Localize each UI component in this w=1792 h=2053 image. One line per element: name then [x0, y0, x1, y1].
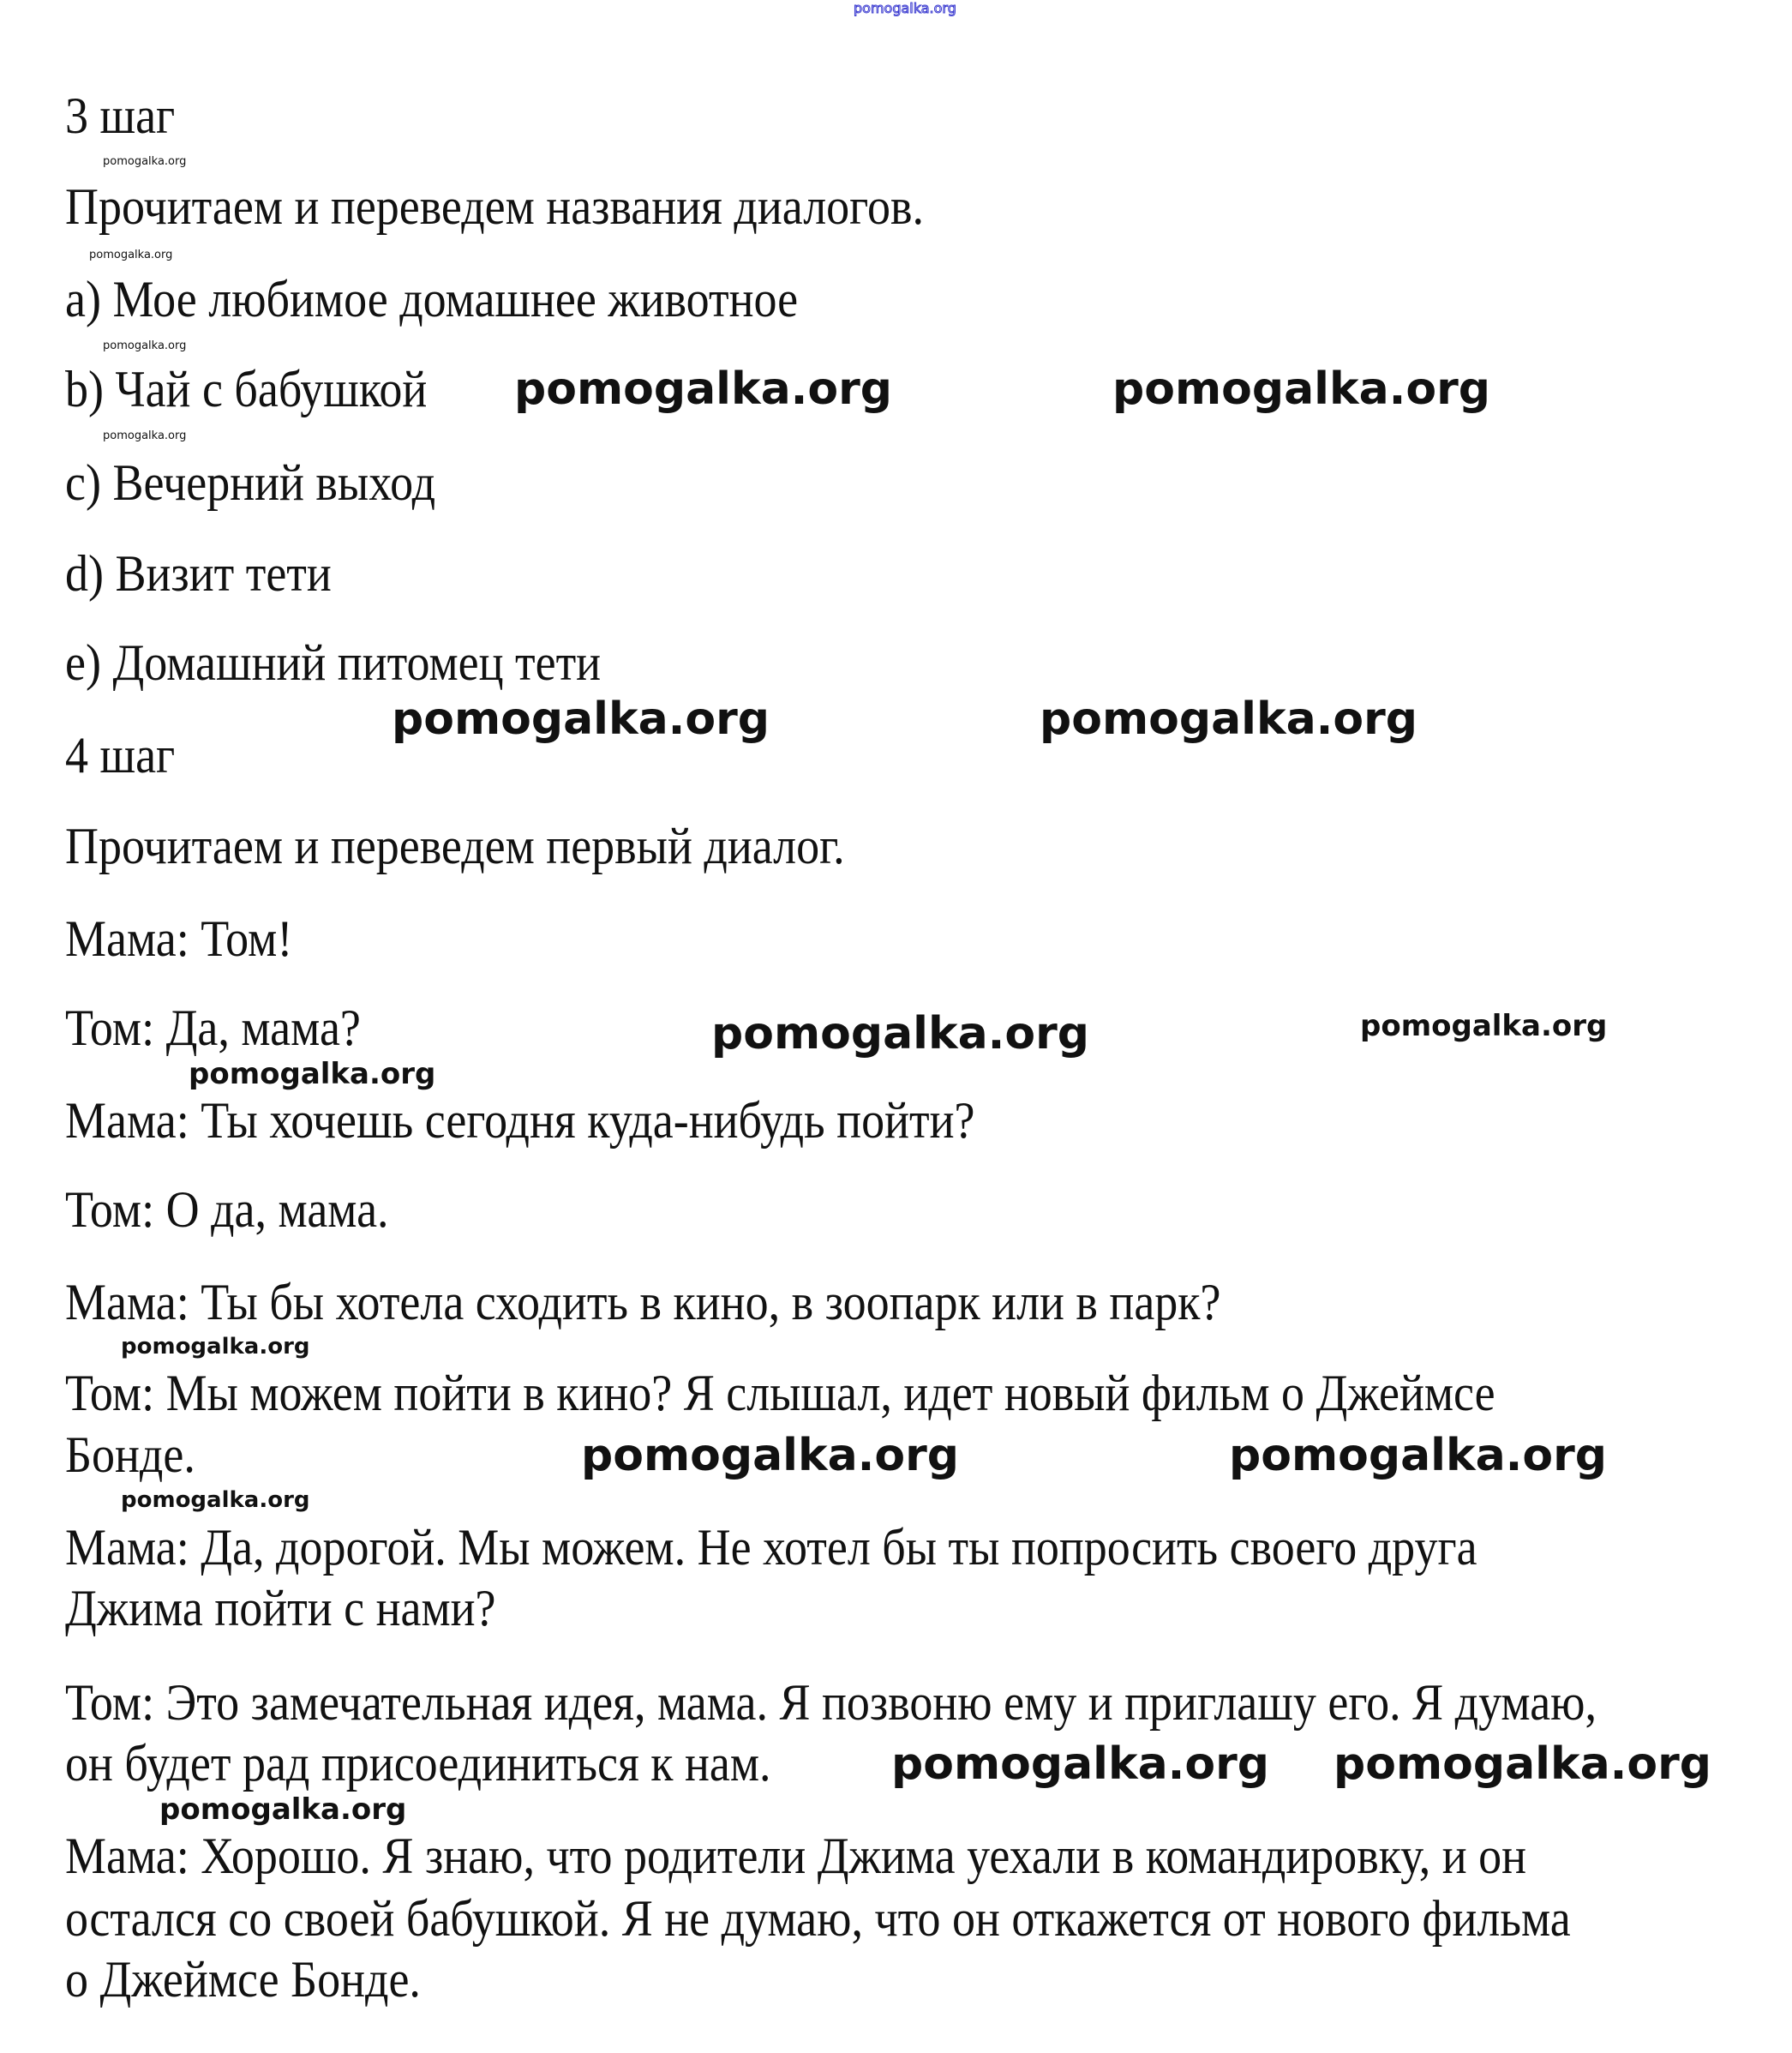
watermark: pomogalka.org: [89, 249, 173, 261]
dialogue-line: Мама: Том!: [65, 910, 293, 967]
watermark: pomogalka.org: [103, 339, 187, 352]
watermark: pomogalka.org: [1112, 363, 1491, 415]
step-3-heading: 3 шаг: [65, 87, 176, 144]
watermark: pomogalka.org: [1360, 1009, 1608, 1043]
watermark-header: pomogalka.org: [854, 0, 956, 16]
watermark: pomogalka.org: [121, 1487, 310, 1513]
watermark: pomogalka.org: [891, 1738, 1270, 1790]
dialogue-line: остался со своей бабушкой. Я не думаю, что он откажется от нового фильма: [65, 1890, 1571, 1947]
dialogue-line: Джима пойти с нами?: [65, 1580, 496, 1636]
dialogue-line: Мама: Ты бы хотела сходить в кино, в зоопарк или в парк?: [65, 1274, 1221, 1330]
watermark: pomogalka.org: [159, 1792, 407, 1827]
dialogue-line: Мама: Да, дорогой. Мы можем. Не хотел бы ты попросить своего друга: [65, 1519, 1477, 1576]
step-4-heading: 4 шаг: [65, 727, 176, 783]
watermark: pomogalka.org: [711, 1008, 1090, 1060]
dialogue-line: Бонде.: [65, 1426, 195, 1483]
dialogue-line: Мама: Ты хочешь сегодня куда-нибудь пойти?: [65, 1092, 975, 1149]
instruction-text: Прочитаем и переведем названия диалогов.: [65, 178, 924, 235]
list-item: a) Мое любимое домашнее животное: [65, 271, 799, 327]
list-item: b) Чай с бабушкой: [65, 361, 428, 417]
watermark: pomogalka.org: [581, 1430, 960, 1481]
dialogue-line: Том: Да, мама?: [65, 999, 361, 1056]
dialogue-line: Том: Мы можем пойти в кино? Я слышал, идет новый фильм о Джеймсе: [65, 1365, 1495, 1421]
dialogue-line: Том: Это замечательная идея, мама. Я позвоню ему и приглашу его. Я думаю,: [65, 1674, 1597, 1731]
watermark: pomogalka.org: [121, 1334, 310, 1360]
dialogue-line: он будет рад присоединиться к нам.: [65, 1735, 771, 1792]
watermark: pomogalka.org: [514, 363, 893, 415]
dialogue-line: Мама: Хорошо. Я знаю, что родители Джима уехали в командировку, и он: [65, 1828, 1527, 1884]
watermark: pomogalka.org: [1334, 1738, 1712, 1790]
watermark: pomogalka.org: [103, 155, 187, 168]
dialogue-line: Том: О да, мама.: [65, 1181, 389, 1238]
watermark: pomogalka.org: [1040, 693, 1418, 745]
dialogue-line: о Джеймсе Бонде.: [65, 1951, 421, 2008]
list-item: e) Домашний питомец тети: [65, 634, 602, 691]
watermark: pomogalka.org: [189, 1057, 436, 1091]
watermark: pomogalka.org: [392, 693, 770, 745]
list-item: c) Вечерний выход: [65, 454, 436, 511]
instruction-text: Прочитаем и переведем первый диалог.: [65, 818, 845, 874]
list-item: d) Визит тети: [65, 545, 332, 602]
watermark: pomogalka.org: [1229, 1430, 1608, 1481]
watermark: pomogalka.org: [103, 429, 187, 442]
